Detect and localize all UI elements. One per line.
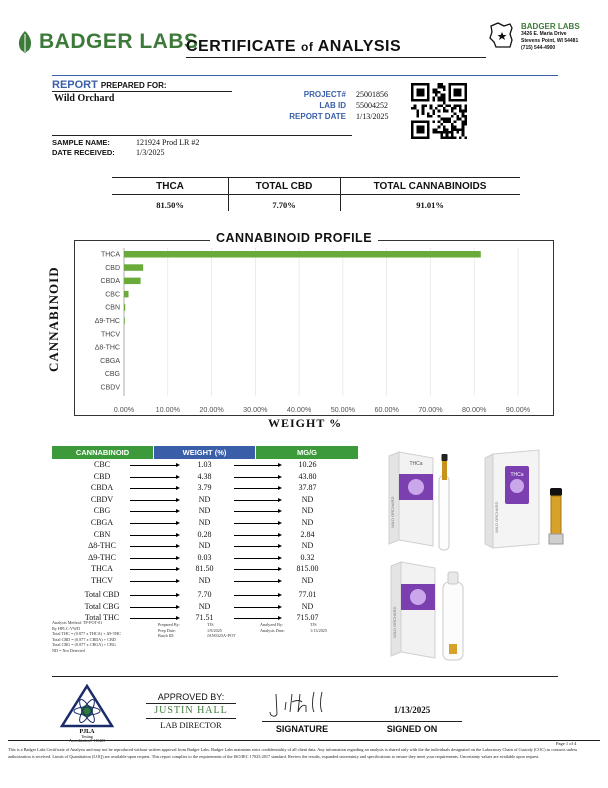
row-weight: ND bbox=[198, 506, 211, 516]
table-row bbox=[52, 472, 358, 484]
y-category-label: Δ9-THC bbox=[94, 318, 120, 325]
report-prepared-for bbox=[52, 79, 167, 91]
row-weight: 0.28 bbox=[197, 529, 212, 539]
table-row bbox=[52, 553, 358, 565]
row-cannabinoid: Total CBD bbox=[84, 590, 120, 599]
total-cannabinoids-summary-value: 91.01% bbox=[416, 200, 444, 210]
date-received-label: DATE RECEIVED: bbox=[52, 148, 115, 157]
approver-bottom-rule bbox=[146, 718, 236, 719]
y-category-label: CBN bbox=[105, 304, 120, 312]
total-cannabinoids-summary-label: TOTAL CANNABINOIDS bbox=[373, 181, 487, 192]
formula-thc: Total THC = (0.877 x THCA) + Δ9-THC bbox=[52, 631, 122, 637]
product-box-3 bbox=[391, 562, 435, 658]
box-3-brand: WILD ORCHARD bbox=[392, 606, 397, 638]
report-word: REPORT bbox=[52, 79, 98, 91]
method-note: Analysis Method: TP-POT-01 bbox=[52, 620, 103, 625]
row-cannabinoid: THCA bbox=[91, 564, 113, 574]
col-header-weight: WEIGHT (%) bbox=[154, 446, 255, 459]
col-header-mg: MG/G bbox=[256, 446, 358, 459]
analysis-labels bbox=[260, 622, 305, 633]
table-row bbox=[52, 506, 358, 518]
signature-rule bbox=[262, 721, 462, 722]
cannabinoid-profile-chart bbox=[80, 248, 550, 414]
y-category-label: THCV bbox=[100, 331, 120, 339]
row-mg: ND bbox=[301, 506, 314, 516]
bar-cbd bbox=[124, 264, 143, 271]
row-cannabinoid: CBGA bbox=[90, 518, 114, 527]
lab-address-block bbox=[521, 22, 580, 52]
row-cannabinoid: CBD bbox=[93, 471, 111, 481]
row-weight: 3.79 bbox=[197, 483, 212, 493]
product-box-2 bbox=[485, 450, 539, 548]
bar-cbda bbox=[124, 278, 141, 285]
signed-on-label: SIGNED ON bbox=[386, 724, 438, 734]
y-category-label: CBDA bbox=[100, 278, 120, 286]
summary-top-rule bbox=[112, 177, 520, 178]
row-weight: 4.38 bbox=[197, 471, 212, 481]
row-mg: 77.01 bbox=[298, 590, 317, 599]
row-cannabinoid: Total CBG bbox=[84, 601, 120, 611]
sample-top-rule bbox=[52, 135, 352, 136]
row-weight: 81.50 bbox=[195, 564, 214, 574]
row-mg: 715.07 bbox=[296, 613, 319, 623]
row-mg: 37.87 bbox=[298, 483, 317, 493]
signature-label: SIGNATURE bbox=[275, 724, 329, 734]
vape-pen-1 bbox=[439, 454, 449, 550]
disclaimer-top-rule bbox=[8, 740, 600, 741]
row-cannabinoid: CBG bbox=[93, 506, 111, 516]
client-name: Wild Orchard bbox=[54, 93, 115, 104]
x-tick-label: 90.00% bbox=[505, 405, 531, 414]
lab-address-line1: 3426 E. Maria Drive bbox=[521, 31, 567, 37]
row-weight: ND bbox=[198, 518, 211, 527]
col-header-cannabinoid: CANNABINOID bbox=[52, 446, 153, 459]
table-row bbox=[52, 495, 358, 507]
chart-title: CANNABINOID PROFILE bbox=[210, 231, 378, 245]
lab-name: BADGER LABS bbox=[521, 22, 580, 31]
title-main: CERTIFICATE bbox=[186, 38, 297, 55]
y-category-label: CBD bbox=[105, 264, 120, 272]
row-mg: ND bbox=[301, 541, 314, 551]
x-tick-label: 20.00% bbox=[199, 405, 224, 414]
row-mg: 0.32 bbox=[300, 552, 315, 562]
disposable-device bbox=[443, 572, 463, 660]
qr-code-icon[interactable] bbox=[411, 83, 467, 139]
x-tick-label: 40.00% bbox=[286, 405, 312, 414]
box-2-brand: WILD ORCHARD bbox=[494, 501, 499, 533]
badger-labs-logo bbox=[16, 30, 199, 54]
y-category-label: CBGA bbox=[100, 357, 120, 365]
chart-y-axis-label: CANNABINOID bbox=[46, 266, 61, 372]
x-tick-label: 70.00% bbox=[418, 405, 443, 414]
thca-summary-label: THCA bbox=[156, 181, 184, 192]
prepared-by-label: Prepared By: bbox=[158, 622, 180, 627]
x-tick-label: 30.00% bbox=[243, 405, 268, 414]
prep-date-label: Prep Date: bbox=[158, 627, 176, 633]
product-photos bbox=[385, 448, 585, 673]
prep-labels bbox=[158, 622, 198, 639]
analysis-notes bbox=[52, 620, 147, 654]
box-1-brand: WILD ORCHARD bbox=[390, 496, 395, 528]
box-1-product: THCa bbox=[409, 461, 423, 467]
x-tick-label: 50.00% bbox=[330, 405, 356, 414]
lab-address-line2: Stevens Point, WI 54481 bbox=[521, 38, 579, 44]
chart-x-axis-label: WEIGHT % bbox=[264, 416, 346, 431]
formula-cbd: Total CBD = (0.877 x CBDA) + CBD bbox=[52, 636, 116, 642]
signature-image bbox=[262, 688, 342, 720]
logo-text: BADGER LABS bbox=[39, 30, 199, 53]
pjla-testing: Testing bbox=[81, 734, 93, 739]
bar-thca bbox=[124, 251, 481, 258]
prepared-for-label: PREPARED FOR: bbox=[100, 81, 167, 90]
total-row bbox=[52, 590, 358, 602]
cartridge bbox=[549, 488, 563, 544]
project-value: 25001856 bbox=[356, 90, 388, 99]
report-underline bbox=[52, 91, 232, 92]
batch-id-label: Batch ID: bbox=[158, 633, 175, 639]
analyzed-by-value: TJS bbox=[310, 622, 317, 627]
box-2-product: THCa bbox=[510, 472, 524, 478]
lab-phone: (715) 544-4900 bbox=[521, 45, 556, 51]
row-cannabinoid: Total THC bbox=[84, 613, 120, 623]
project-label: PROJECT# bbox=[303, 90, 346, 99]
table-row bbox=[52, 518, 358, 530]
row-weight: 1.03 bbox=[197, 460, 212, 469]
table-row bbox=[52, 564, 358, 576]
row-weight: 71.51 bbox=[195, 613, 214, 623]
wisconsin-map-icon bbox=[488, 20, 516, 50]
x-tick-label: 80.00% bbox=[462, 405, 487, 414]
bar-cbn bbox=[124, 304, 125, 311]
row-cannabinoid: CBDV bbox=[90, 494, 114, 504]
row-cannabinoid: CBN bbox=[93, 529, 111, 539]
product-box-1 bbox=[389, 452, 433, 546]
pjla-name: PJLA bbox=[79, 729, 95, 735]
report-date-label: REPORT DATE bbox=[289, 112, 346, 121]
y-category-label: THCA bbox=[100, 251, 120, 259]
page-number: Page 1 of 4 bbox=[556, 741, 577, 746]
row-mg: 10.26 bbox=[298, 460, 317, 469]
batch-id-value: JAN0325A-POT bbox=[207, 633, 236, 639]
analysis-values bbox=[310, 622, 350, 633]
y-category-label: CBDV bbox=[100, 384, 120, 392]
table-row bbox=[52, 530, 358, 542]
formula-cbg: Total CBG = (0.877 x CBGA) + CBG bbox=[52, 642, 116, 648]
date-received-value: 1/3/2025 bbox=[136, 148, 165, 157]
document-title bbox=[186, 38, 401, 56]
prep-values bbox=[207, 622, 257, 639]
y-category-label: Δ8-THC bbox=[94, 344, 120, 352]
footer-top-rule bbox=[52, 676, 558, 677]
row-weight: ND bbox=[198, 541, 211, 551]
title-of: of bbox=[301, 40, 314, 54]
approver-name: JUSTIN HALL bbox=[154, 705, 228, 716]
row-mg: ND bbox=[301, 518, 314, 527]
table-row bbox=[52, 483, 358, 495]
total-row bbox=[52, 602, 358, 614]
row-weight: ND bbox=[198, 601, 211, 611]
row-weight: ND bbox=[198, 576, 211, 585]
sample-name-value: 121924 Prod LR #2 bbox=[136, 138, 200, 147]
report-top-rule bbox=[52, 75, 558, 76]
title-underline bbox=[186, 57, 486, 58]
row-mg: 2.84 bbox=[300, 529, 315, 539]
prep-date-value: 1/9/2025 bbox=[207, 627, 222, 633]
y-category-label: CBC bbox=[105, 291, 120, 299]
analysis-date-value: 1/13/2025 bbox=[310, 627, 327, 633]
bar-δ9-thc bbox=[124, 318, 125, 325]
table-row bbox=[52, 460, 358, 472]
x-tick-label: 0.00% bbox=[113, 405, 135, 414]
lab-id-value: 55004252 bbox=[356, 101, 388, 110]
row-weight: 0.03 bbox=[197, 552, 212, 562]
disclaimer-text: This is a Badger Labs Certificate of Analysis and may not be reproduced without written approval from Badger Labs. Badger Labs maintains strict confidentiality of all client data. Any information regarding an analysis is shared only with the the individuals designated on the Laboratory Chain of Custody (COC) as contacts unless authorization is received. Limits of Quantitation (LOQ) are available upon request. This report complies to the requirements of the ISO/IEC 17025:2017 standard. Review the results, expanded uncertainty and specifications to ensure they meet your requirements. Uncertainty values are available upon request. bbox=[8, 747, 578, 759]
approver-title: LAB DIRECTOR bbox=[160, 720, 222, 730]
analyzed-by-label: Analyzed By: bbox=[260, 622, 284, 627]
row-cannabinoid: CBC bbox=[93, 460, 110, 469]
row-weight: 7.70 bbox=[197, 590, 212, 599]
total-cbd-summary-value: 7.70% bbox=[272, 200, 296, 210]
row-mg: ND bbox=[301, 494, 314, 504]
thca-summary-value: 81.50% bbox=[156, 200, 184, 210]
approved-by-label: APPROVED BY: bbox=[157, 692, 225, 702]
row-cannabinoid: Δ8-THC bbox=[88, 541, 116, 551]
row-weight: ND bbox=[198, 494, 211, 504]
title-end: ANALYSIS bbox=[317, 38, 402, 55]
row-cannabinoid: Δ9-THC bbox=[88, 552, 116, 562]
prepared-by-value: TJS bbox=[207, 622, 214, 627]
signed-date: 1/13/2025 bbox=[393, 705, 431, 715]
row-cannabinoid: THCV bbox=[91, 576, 113, 585]
summary-mid-rule bbox=[112, 194, 520, 195]
sample-name-label: SAMPLE NAME: bbox=[52, 138, 110, 147]
report-date-value: 1/13/2025 bbox=[356, 112, 389, 121]
x-tick-label: 10.00% bbox=[155, 405, 180, 414]
row-mg: ND bbox=[301, 576, 314, 585]
pjla-accreditation-logo bbox=[52, 684, 122, 742]
bar-cbc bbox=[124, 291, 129, 298]
y-category-label: CBG bbox=[104, 371, 120, 379]
row-mg: ND bbox=[301, 601, 314, 611]
table-row bbox=[52, 576, 358, 588]
table-row bbox=[52, 541, 358, 553]
lab-id-label: LAB ID bbox=[319, 101, 346, 110]
leaf-icon bbox=[16, 30, 34, 54]
analysis-date-label: Analysis Date: bbox=[260, 627, 285, 633]
row-cannabinoid: CBDA bbox=[90, 483, 114, 493]
total-cbd-summary-label: TOTAL CBD bbox=[255, 181, 313, 192]
row-mg: 43.80 bbox=[298, 471, 317, 481]
method-note-2: By HPLC-VWD bbox=[52, 625, 81, 631]
row-mg: 815.00 bbox=[296, 564, 319, 574]
x-tick-label: 60.00% bbox=[374, 405, 399, 414]
approver-top-rule bbox=[146, 703, 236, 704]
nd-note: ND = Not Detected bbox=[52, 647, 85, 653]
